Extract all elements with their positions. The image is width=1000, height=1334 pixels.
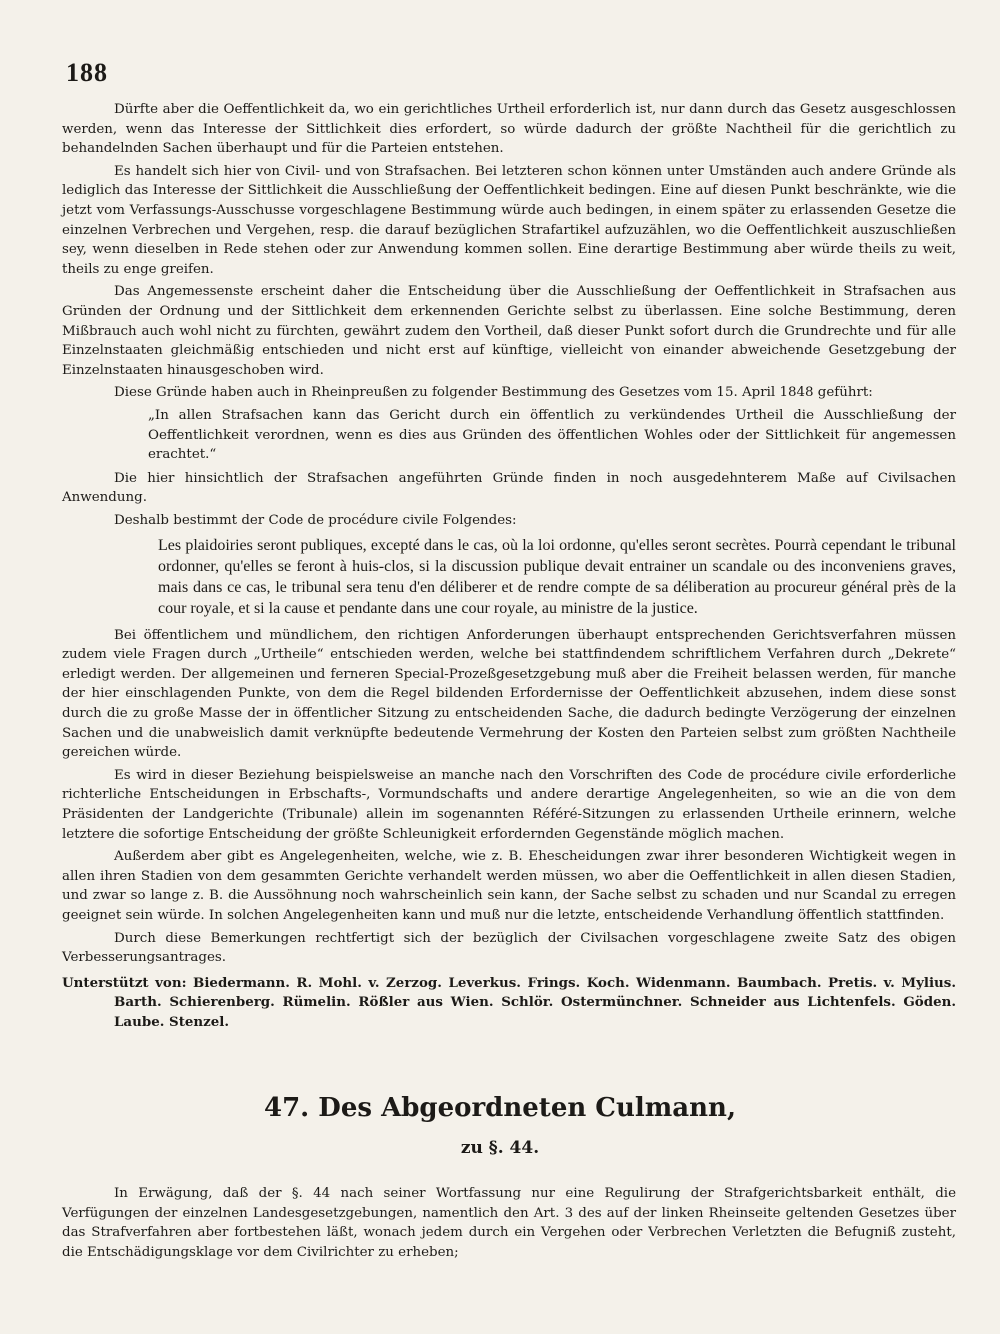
page-number: 188 bbox=[66, 58, 108, 87]
paragraph: Außerdem aber gibt es Angelegenheiten, welche, wie z. B. Ehescheidungen zwar ihrer besonderen Wichtigkeit wegen in allen ihren Stadien von dem gesammten Gerichte verhandelt werden müssen, wo aber die Oeffentlichkeit in allen diesen Stadien, und zwar so lange z. B. die Aussöhnung noch wahrscheinlich sein kann, der Sache selbst zu schaden und nur Scandal zu erregen geeignet sein würde. In solchen Angelegenheiten kann und muß nur die letzte, entscheidende Verhandlung öffentlich stattfinden. bbox=[62, 849, 956, 923]
section-subtitle: zu §. 44. bbox=[460, 1138, 540, 1158]
main-text bbox=[62, 100, 956, 1036]
paragraph: Es wird in dieser Beziehung beispielsweise an manche nach den Vorschriften des Code de procédure civile erforderliche richterliche Entscheidungen in Erbschafts-, Vormundschafts und andere derartige Angelegenheiten, so wie an die von dem Präsidenten der Landgerichte (Tribunale) allein im sogenannten Référé-Sitzungen zu erlassenden Urtheile erinnern, welche letztere die sofortige Entscheidung der größte Schleunigkeit erfordernden Gegenstände möglich machen. bbox=[62, 767, 956, 842]
paragraph: Deshalb bestimmt der Code de procédure civile Folgendes: bbox=[114, 512, 517, 528]
paragraph: Durch diese Bemerkungen rechtfertigt sich der bezüglich der Civilsachen vorgeschlagene zweite Satz des obigen Verbesserungsantrages. bbox=[62, 930, 956, 966]
paragraph: Diese Gründe haben auch in Rheinpreußen zu folgender Bestimmung des Gesetzes vom 15. April 1848 geführt: bbox=[114, 385, 873, 401]
paragraph: Es handelt sich hier von Civil- und von Strafsachen. Bei letzteren schon können unter Umständen auch andere Gründe als lediglich das Interesse der Sittlichkeit die Ausschließung der Oeffentlichkeit bedingen. Eine auf diesen Punkt beschränkte, wie die jetzt vom Verfassungs-Ausschusse vorgeschlagene Bestimmung würde auch bedingen, in einem später zu erlassenden Gesetze die einzelnen Verbrechen und Vergehen, resp. die darauf bezüglichen Strafartikel aufzuzählen, wo die Oeffentlichkeit auszuschließen sey, wenn dieselben in Rede stehen oder zur Anwendung kommen sollen. Eine derartige Bestimmung aber würde theils zu weit, theils zu enge greifen. bbox=[62, 163, 956, 277]
paragraph: Dürfte aber die Oeffentlichkeit da, wo ein gerichtliches Urtheil erforderlich ist, nur dann durch das Gesetz ausgeschlossen werden, wenn das Interesse der Sittlichkeit dies erfordert, so würde dadurch der größte Nachtheil für die gerichtlich zu behandelnden Sachen überhaupt und für die Parteien entstehen. bbox=[62, 102, 956, 157]
french-quote: Les plaidoiries seront publiques, excepté dans le cas, où la loi ordonne, qu'elles seront secrètes. Pourrà cependant le tribunal ordonner, qu'elles se feront à huis-clos, si la discussion publique devait entrainer un scandale ou des inconveniens graves, mais dans ce cas, le tribunal sera tenu d'en déliberer et de rendre compte de sa déliberation au procureur général près de la cour royale, et si la cause et pendante dans une cour royale, au ministre de la justice. bbox=[158, 537, 956, 617]
law-quote: „In allen Strafsachen kann das Gericht durch ein öffentlich zu verkündendes Urtheil die Ausschließung der Oeffentlichkeit verordnen, wenn es dies aus Gründen des öffentlichen Wohles oder der Sittlichkeit für angemessen erachtet.“ bbox=[148, 407, 956, 463]
paragraph: Die hier hinsichtlich der Strafsachen angeführten Gründe finden in noch ausgedehnterem Maße auf Civilsachen Anwendung. bbox=[62, 470, 956, 506]
section-text bbox=[62, 1184, 956, 1262]
paragraph: Bei öffentlichem und mündlichem, den richtigen Anforderungen überhaupt entsprechenden Gerichtsverfahren müssen zudem viele Fragen durch „Urtheile“ entschieden werden, welche bei stattfindendem schriftlichem Verfahren durch „Dekrete“ erledigt werden. Der allgemeinen und ferneren Special-Prozeßgesetzgebung muß aber die Freiheit belassen werden, für manche der hier einschlagenden Punkte, von dem die Regel bildenden Erfordernisse der Oeffentlichkeit abzusehen, indem diese sonst durch die zu große Masse der in öffentlicher Sitzung zu entscheidenden Sache, die dadurch bedingte Verzögerung der einzelnen Sachen und die unabweislich damit verknüpfte bedeutende Vermehrung der Kosten den Parteien selbst zum größten Nachtheile gereichen würde. bbox=[62, 627, 956, 761]
paragraph: Das Angemessenste erscheint daher die Entscheidung über die Ausschließung der Oeffentlichkeit in Strafsachen aus Gründen der Ordnung und der Sittlichkeit dem erkennenden Gerichte selbst zu überlassen. Eine solche Bestimmung, deren Mißbrauch auch wohl nicht zu fürchten, gewährt zudem den Vortheil, daß dieser Punkt sofort durch die Grundrechte und für alle Einzelnstaaten gleichmäßig entschieden und nicht erst auf künftige, vielleicht von einander abweichende Gesetzgebung der Einzelnstaaten hinausgeschoben wird. bbox=[62, 284, 956, 378]
section-title: 47. Des Abgeordneten Culmann, bbox=[264, 1093, 736, 1123]
supporters-list: Unterstützt von: Biedermann. R. Mohl. v. Zerzog. Leverkus. Frings. Koch. Widenmann. Baumbach. Pretis. v. Mylius. Barth. Schierenberg. Rümelin. Rößler aus Wien. Schlör. Ostermünchner. Schneider aus Lichtenfels. Göden. Laube. Stenzel. bbox=[62, 974, 956, 1030]
paragraph: In Erwägung, daß der §. 44 nach seiner Wortfassung nur eine Regulirung der Strafgerichtsbarkeit enthält, die Verfügungen der einzelnen Landesgesetzgebungen, namentlich den Art. 3 des auf der linken Rheinseite geltenden Gesetzes über das Strafverfahren aber fortbestehen läßt, wonach jedem durch ein Vergehen oder Verbrechen Verletzten die Befugniß zusteht, die Entschädigungsklage vor dem Civilrichter zu erheben; bbox=[62, 1186, 956, 1260]
